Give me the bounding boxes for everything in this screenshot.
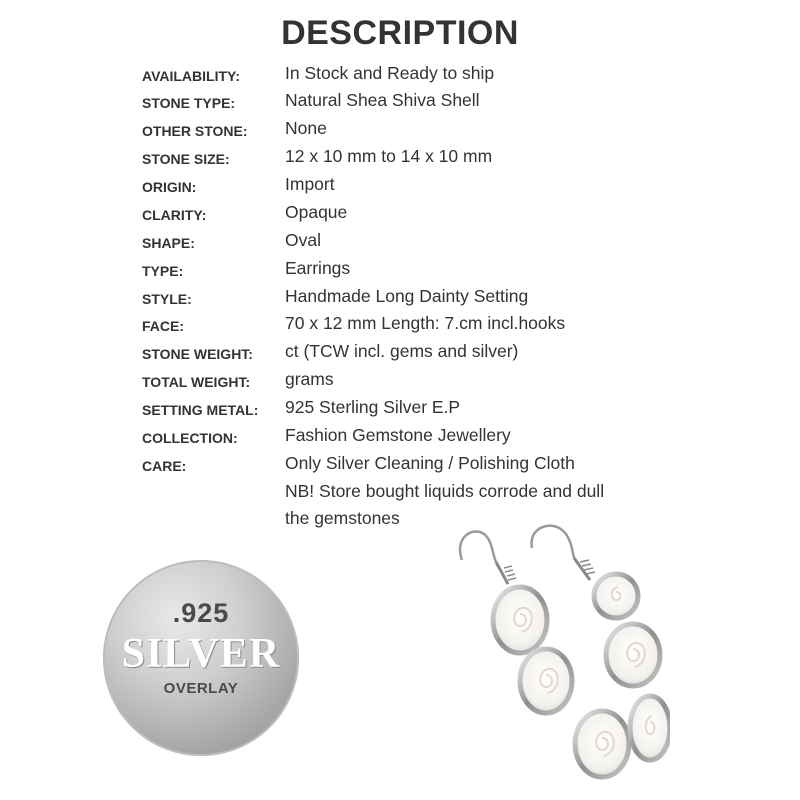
care-line: the gemstones [285, 508, 400, 528]
spec-label: SETTING METAL: [142, 402, 259, 418]
badge-word: SILVER [121, 631, 281, 677]
spec-label: TYPE: [142, 263, 184, 279]
spec-label: ORIGIN: [142, 179, 197, 195]
spec-label: CARE: [142, 458, 187, 474]
spec-label: STONE TYPE: [142, 95, 236, 111]
spec-label: COLLECTION: [142, 430, 238, 446]
spec-label: STONE SIZE: [142, 151, 230, 167]
spec-row-other-stone [0, 118, 800, 144]
spec-label: AVAILABILITY: [142, 68, 240, 84]
spec-value: Fashion Gemstone Jewellery [285, 425, 511, 445]
spec-label: STONE WEIGHT: [142, 346, 253, 362]
badge-number: .925 [172, 598, 230, 628]
spec-row-collection [0, 425, 800, 451]
spec-value: Import [285, 174, 335, 194]
spec-value: 925 Sterling Silver E.P [285, 397, 461, 417]
spec-row-shape [0, 230, 800, 256]
page-title: DESCRIPTION [281, 14, 519, 52]
spec-value: In Stock and Ready to ship [285, 63, 495, 83]
badge-subtitle: OVERLAY [163, 680, 239, 697]
spec-value: ct (TCW incl. gems and silver) [285, 341, 519, 361]
spec-label: TOTAL WEIGHT: [142, 374, 251, 390]
spec-value: 12 x 10 mm to 14 x 10 mm [285, 146, 493, 166]
spec-label: OTHER STONE: [142, 123, 248, 139]
spec-value: Handmade Long Dainty Setting [285, 286, 529, 306]
spec-row-setting-metal [0, 397, 800, 423]
spec-row-stone-size [0, 146, 800, 172]
spec-row-clarity [0, 202, 800, 228]
spec-row-face [0, 313, 800, 339]
spec-row-style [0, 286, 800, 312]
spec-value: Natural Shea Shiva Shell [285, 90, 480, 110]
spec-row-stone-type [0, 90, 800, 116]
earrings-product-photo [440, 518, 670, 798]
spec-label: SHAPE: [142, 235, 195, 251]
spec-value: Opaque [285, 202, 348, 222]
spec-row-total-weight [0, 369, 800, 395]
spec-label: CLARITY: [142, 207, 207, 223]
care-line: NB! Store bought liquids corrode and dull [285, 480, 605, 501]
spec-label: STYLE: [142, 291, 192, 307]
spec-row-care [0, 453, 800, 543]
spec-row-type [0, 258, 800, 284]
spec-row-origin [0, 174, 800, 200]
spec-value: 70 x 12 mm Length: 7.cm incl.hooks [285, 313, 566, 333]
spec-value: Earrings [285, 258, 351, 278]
spec-value: grams [285, 369, 334, 389]
care-line: Only Silver Cleaning / Polishing Cloth [285, 453, 575, 473]
spec-row-stone-weight [0, 341, 800, 367]
spec-value: Oval [285, 230, 321, 250]
silver-overlay-badge [103, 560, 299, 756]
spec-label: FACE: [142, 318, 184, 334]
spec-row-availability [0, 63, 800, 89]
spec-value: None [285, 118, 327, 138]
